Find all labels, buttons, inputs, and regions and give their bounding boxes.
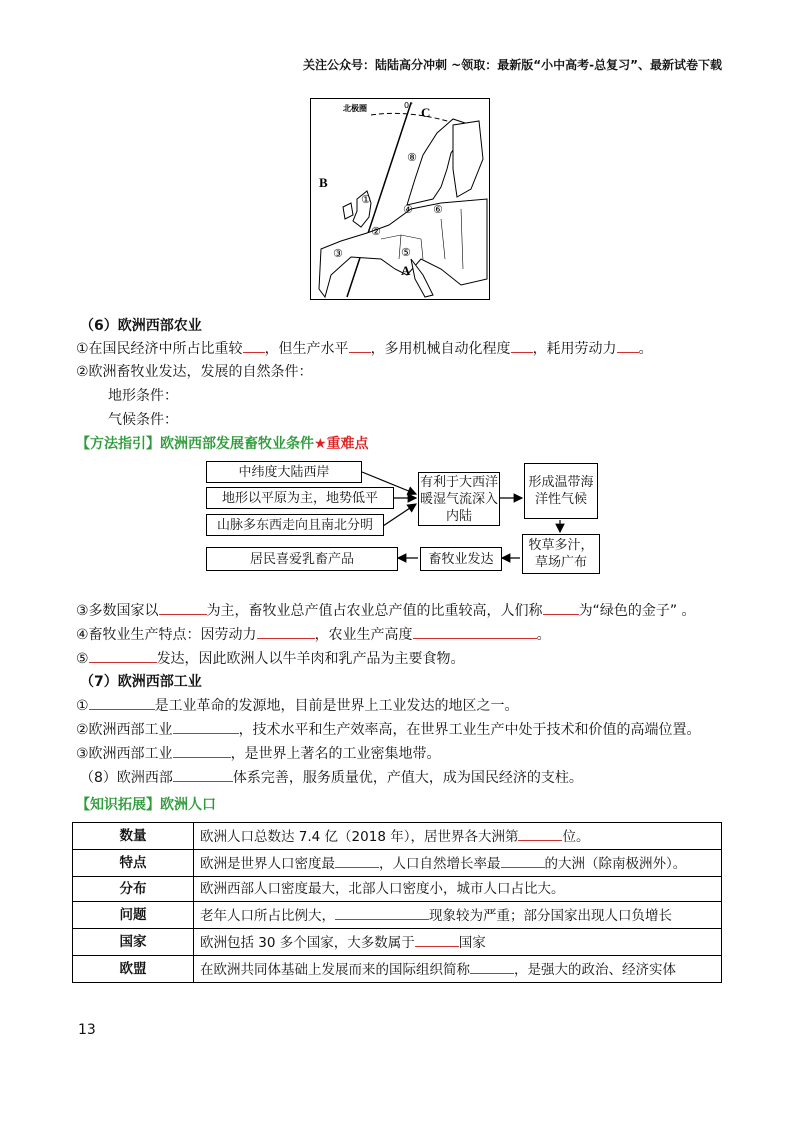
- table-row: [73, 956, 722, 983]
- section-7-title: （7）欧洲西部工业: [80, 674, 202, 690]
- table-row: [73, 877, 722, 902]
- flow-box-6: 牧草多汁，草场广布: [522, 534, 600, 574]
- page-header: 关注公众号：陆陆高分冲刺 ~领取：最新版“小中高考-总复习”、最新试卷下载: [303, 58, 722, 72]
- blank: [413, 624, 537, 639]
- row-key: 数量: [73, 823, 194, 850]
- num-3: ③: [333, 247, 343, 260]
- row-value: 欧洲包括 30 多个国家，大多数属于 国家: [194, 929, 722, 956]
- flow-box-7: 畜牧业发达: [420, 547, 502, 571]
- text: 是工业革命的发源地，目前是世界上工业发达的地区之一。: [154, 698, 519, 714]
- row-key: 特点: [73, 850, 194, 877]
- section-6-title: （6）欧洲西部农业: [80, 318, 202, 334]
- text: ②欧洲西部工业: [76, 722, 173, 738]
- zero-meridian-label: 0°: [404, 101, 414, 110]
- blank: [173, 719, 239, 734]
- blank: [173, 767, 233, 782]
- industry-line-3: [76, 743, 441, 764]
- agri-line-5: [76, 600, 696, 621]
- text: 体系完善，服务质量优，产值大，成为国民经济的支柱。: [232, 770, 583, 786]
- text: 。: [638, 341, 653, 357]
- table-row: [73, 902, 722, 929]
- industry-line-2: [76, 719, 701, 740]
- population-table: [72, 822, 722, 983]
- label-a: A: [401, 263, 411, 278]
- agri-line-2: ②欧洲畜牧业发达，发展的自然条件：: [76, 364, 313, 380]
- text: 为“绿色的金子” 。: [578, 603, 696, 619]
- text: ③欧洲西部工业: [76, 746, 173, 762]
- num-1: ①: [361, 193, 371, 206]
- num-6: ⑥: [433, 203, 443, 216]
- text: ，耗用劳动力: [532, 341, 617, 357]
- table-row: [73, 850, 722, 877]
- num-2: ②: [371, 225, 381, 238]
- row-key: 欧盟: [73, 956, 194, 983]
- text: ，但生产水平: [264, 341, 349, 357]
- blank: [257, 624, 315, 639]
- row-key: 问题: [73, 902, 194, 929]
- text: ①: [76, 698, 89, 714]
- agri-line-7: [76, 648, 465, 669]
- blank: [159, 600, 207, 615]
- agri-line-3: 地形条件：: [108, 388, 178, 404]
- table-row: [73, 929, 722, 956]
- num-4: ④: [403, 203, 413, 216]
- blank: [173, 743, 231, 758]
- table-row: [73, 823, 722, 850]
- label-b: B: [319, 175, 328, 190]
- row-value: 老年人口所占比例大， 现象较为严重；部分国家出现人口负增长: [194, 902, 722, 929]
- row-key: 国家: [73, 929, 194, 956]
- text: ，多用机械自动化程度: [370, 341, 511, 357]
- flow-box-1: 中纬度大陆西岸: [206, 461, 362, 483]
- text: 发达，因此欧洲人以牛羊肉和乳产品为主要食物。: [156, 651, 465, 667]
- num-8: ⑧: [407, 151, 417, 164]
- row-key: 分布: [73, 877, 194, 902]
- flow-box-4: 有利于大西洋暖湿气流深入内陆: [418, 472, 500, 526]
- knowledge-title: 【知识拓展】欧洲人口: [76, 797, 216, 813]
- blank: [89, 648, 157, 663]
- agri-line-4: 气候条件：: [108, 412, 178, 428]
- row-value: 欧洲是世界人口密度最 ，人口自然增长率最 的大洲（除南极洲外）。: [194, 850, 722, 877]
- text: ①在国民经济中所占比重较: [76, 341, 243, 357]
- arctic-circle-label: 北极圈: [343, 104, 367, 113]
- row-value: 在欧洲共同体基础上发展而来的国际组织简称 ，是强大的政治、经济实体: [194, 956, 722, 983]
- text: ，农业生产高度: [314, 627, 413, 643]
- text: ，是世界上著名的工业密集地带。: [230, 746, 441, 762]
- page-number: 13: [78, 1022, 96, 1038]
- flow-box-2: 地形以平原为主，地势低平: [206, 487, 394, 509]
- text: ⑤: [76, 651, 89, 667]
- blank: [543, 600, 579, 615]
- text: ，技术水平和生产效率高，在世界工业生产中处于技术和价值的高端位置。: [238, 722, 701, 738]
- method-star: ★重难点: [314, 436, 369, 452]
- text: ④畜牧业生产特点：因劳动力: [76, 627, 257, 643]
- flow-box-8: 居民喜爱乳畜产品: [206, 547, 398, 571]
- blank: [89, 695, 155, 710]
- num-5: ⑤: [401, 246, 411, 259]
- agri-line-6: [76, 624, 551, 645]
- flow-box-5: 形成温带海洋性气候: [524, 463, 598, 519]
- text: 。: [536, 627, 551, 643]
- row-value: 欧洲西部人口密度最大，北部人口密度小，城市人口占比大。: [194, 877, 722, 902]
- industry-line-1: [76, 695, 519, 716]
- service-line: [80, 767, 583, 788]
- row-value: 欧洲人口总数达 7.4 亿（2018 年），居世界各大洲第 位。: [194, 823, 722, 850]
- text: （8）欧洲西部: [80, 770, 173, 786]
- label-c: C: [421, 105, 431, 120]
- flow-box-3: 山脉多东西走向且南北分明: [206, 514, 384, 536]
- method-prefix: 【方法指引】欧洲西部发展畜牧业条件: [76, 436, 314, 452]
- text: ③多数国家以: [76, 603, 159, 619]
- text: 为主，畜牧业总产值占农业总产值的比重较高，人们称: [206, 603, 543, 619]
